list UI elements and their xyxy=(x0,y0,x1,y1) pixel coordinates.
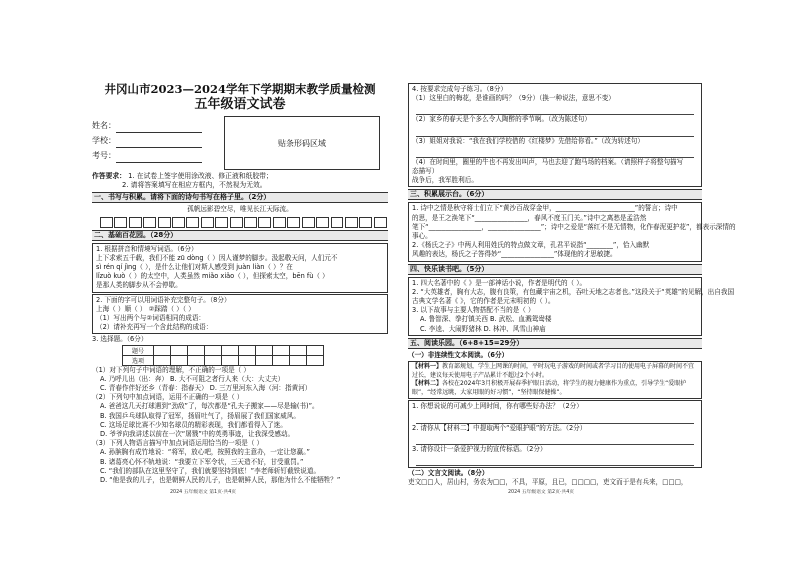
q4-item3: （3）姐姐对我说：“我在我们学校借的《红楼梦》先借给你看。”（改为转述句） xyxy=(412,136,644,145)
s4-item2a: 2. “大英雄者，胸有大志，腹有良策，有包藏宇宙之机，吞吐天地之志者也。”这段关于“英雄”的见解，出自我国 xyxy=(412,287,735,296)
s4-item3b: C. 李逵、大闹野猪林 D. 林冲、风雪山神庙 xyxy=(420,324,546,333)
barcode-label: 贴条形码区域 xyxy=(278,138,326,148)
section3-title: 三、积累展示台。（6分） xyxy=(408,189,702,200)
q4-item2: （2）家乡的春天是个多么令人陶醉的季节啊。（改为陈述句） xyxy=(412,115,591,124)
choice-c-opt2: B. 诸葛亮心怀不轨地说：“我要立下军令状，三天造不好，甘受重罚。” xyxy=(100,457,304,466)
choice-b-opt1: A. 爸爸这几天打球遇到“劲敌”了，每次都是“孔夫子搬家——尽是输(书)”。 xyxy=(100,402,319,411)
material2-label: 【材料二】 xyxy=(412,380,443,388)
classical-text: 吏文□□人，居山村，务农为□□，不具，平原，且已，□□□□，吏文而于是有兵来，□□□， xyxy=(408,478,688,487)
q3-title: 3. 选择题。（6分） xyxy=(92,335,148,344)
page-right xyxy=(400,0,794,561)
answer-line[interactable] xyxy=(416,456,694,466)
s3-item1a: 1. 诗中之情是秋守将士们立下“黄沙百战穿金甲，________________________”的誓言；诗中 xyxy=(412,204,678,213)
instructions-label: 作答要求： xyxy=(92,172,126,180)
reading-q3: 3. 请你设计一条爱护视力的宣传标语。（2分） xyxy=(412,444,547,453)
material1-label: 【材料一】 xyxy=(412,363,443,371)
choice-a-opt1: A. 乃呼儿出（出：奔） B. 大不可阻之者行人来（大：大丈夫） xyxy=(100,374,285,383)
material2-text: 各校在2024年3月积极开展春季护眼日活动，将学生的视力健康作为重点，引导学生“爱眼护眼”，“经常远眺，大家用眼的好习惯”，“坚持眼保健操”。 xyxy=(412,380,687,396)
q2-title: 2. 下面的字可以用词语补充完整句子。（8分） xyxy=(96,295,231,304)
answer-line[interactable] xyxy=(416,127,694,137)
name-label: 姓名： xyxy=(92,121,116,130)
exam-title: 五年级语文试卷 xyxy=(194,97,286,112)
section1-verse: 孤帆远影碧空尽，唯见长江天际流。 xyxy=(187,205,293,214)
q4-item1: （1）这里白的梅花，是谁画的吗？（9分）（换一种说法，意思不变） xyxy=(412,94,615,103)
q1-line2: sì rén qí jìng（ ），是什么让他们对斯人感受到 juàn liàn（ ）？在 xyxy=(96,263,293,272)
choice-a-opt2: C. 青春作伴好还乡（青春：指春天） D. 三万里河东入海（河：指黄河） xyxy=(100,384,312,393)
answer-line[interactable] xyxy=(416,148,694,158)
q1-line3: lǐzuò kuò（ ）的太空中，人类虽然 miǎo xiǎo（ ），但探索太空，bēn fù（ ） xyxy=(96,272,329,281)
answer-table[interactable] xyxy=(122,345,324,366)
id-field[interactable] xyxy=(116,148,202,163)
choice-c-opt3: C. “我们的部队在这里坚守了，我们就要坚持到底！”李老师斩钉截铁说道。 xyxy=(100,466,321,475)
s4-item3: 3. 以下故事与主要人物搭配不当的是（ ） xyxy=(412,306,535,315)
choice-b: （2）下列句中加点词语，运用不正确的一项是（ ） xyxy=(92,393,244,402)
q1-line1: 上下求索五千载，我们不能 zū dòng（ ）因人谨梦的脚步。汲起敬天问，人们元不 xyxy=(96,253,338,262)
q4-item4a: （4）在时间里，圈里的牛也不再发出叫声，马也去迎了跑马场的档案。（请照样子将整句描写 xyxy=(412,157,684,166)
s5-subtitle2: （二）文言文阅读。（8分） xyxy=(408,469,489,478)
id-label: 考号： xyxy=(92,151,116,160)
student-info xyxy=(92,116,388,172)
s4-box xyxy=(408,277,735,336)
choice-b-opt3: C. 这场足球比赛不少知名球员的精彩表现，我们都看得入了迷。 xyxy=(100,420,287,429)
footer-left: 2024 五年级语文 第1页·共4页 xyxy=(170,490,237,495)
writing-grid[interactable] xyxy=(100,217,388,228)
answer-line[interactable] xyxy=(416,414,694,424)
choice-b-opt2: B. 我国乒乓球队取得了冠军，扬眉吐气了，扬眉展了我们国家威风。 xyxy=(100,411,300,420)
choice-c-opt1: A. 孙膑胸有成竹地说：“将军，放心吧，按照我的主意办，一定让您赢。” xyxy=(100,448,310,457)
choice-c-opt4: D. “他是我的儿子，也是朝鲜人民的儿子，也是朝鲜人民，那他为什么不能牺牲？” xyxy=(100,476,341,485)
q1-box xyxy=(92,243,388,293)
s3-item2b: 风趣的表达，杨氏之子答得妙“________________”体现他的才思敏捷。 xyxy=(412,250,617,259)
region-title: 井冈山市2023—2024学年下学期期末教学质量检测 xyxy=(104,82,376,96)
name-field[interactable] xyxy=(116,118,202,133)
s3-item2a: 2.《杨氏之子》中两人利用姓氏的特点做文章，孔君平说指“________”，恰入幽默 xyxy=(412,241,650,250)
s3-item1c: 笔下“________________，________________”；诗中之爱是“落红不是无情物，化作春泥更护花”，都表示深情的 xyxy=(412,222,736,231)
q4-box xyxy=(408,83,702,187)
s3-item1b: 的思，是王之涣笔下“________________，春风不度玉门关。”诗中之离愁是孟浩然 xyxy=(412,213,647,222)
instruction-2: 2. 请将答案填写在相应方框内，不然视为无效。 xyxy=(122,181,267,190)
q1-title: 1. 根据拼音和情境写词语。（6分） xyxy=(96,244,198,253)
section1-title: 一、书写与积累。请将下面的诗句书写在格子里。（2分） xyxy=(92,192,388,203)
s5-subtitle: （一）非连续性文本阅读。（6分） xyxy=(408,350,509,359)
q2-row1: 上海（ ）顺（ ） ②踩踏（ ）（ ） xyxy=(96,304,195,313)
section5-title: 五、阅读乐园。（6+8+15=29分） xyxy=(408,338,702,349)
s4-item1: 1. 四大名著中的《 》是一部神话小说，作者是明代的（ ）。 xyxy=(412,278,587,287)
table-row-label: 选项 xyxy=(123,355,154,365)
material-box xyxy=(408,361,702,399)
barcode-area xyxy=(224,116,380,170)
q4-item4c: 战争后，我军胜利后。 xyxy=(412,176,478,185)
q1-line4: 是那人类的脚步从不会停歇。 xyxy=(96,281,182,290)
q2-row2: （1）写出两个与②词语相同的成语： xyxy=(96,314,206,323)
school-label: 学校： xyxy=(92,136,116,145)
reading-q1: 1. 你想说说的可减少上网时间，你有哪些好办法？（2分） xyxy=(412,402,583,411)
reading-q2: 2. 请你从【材料二】中提取两个“爱眼护眼”的方法。（2分） xyxy=(412,423,587,432)
choice-a: （1）对下列句子中词语的理解，不正确的一项是（ ） xyxy=(92,365,250,374)
q2-box xyxy=(92,294,388,335)
reading-questions xyxy=(408,400,702,468)
q4-title: 4. 按要求完成句子练习。（8分） xyxy=(412,85,508,93)
s4-item2b: 古典文学名著《 》，它的作者是元末明初的（ ）。 xyxy=(412,297,555,306)
instruction-1: 1. 在试卷上签字使用涂改液、修正液和纸胶带； xyxy=(128,172,273,180)
table-head: 题号 xyxy=(123,345,154,355)
q4-item4b: 态描写） xyxy=(412,167,439,176)
s3-box xyxy=(408,202,736,261)
s4-item3a: A. 鲁智深、拳打镇关西 B. 武松、血溅鸳鸯楼 xyxy=(420,315,552,324)
section2-title: 二、基础百花园。（28分） xyxy=(92,230,388,241)
choice-c: （3）下列人物语言描写中加点词语运用恰当的一项是（ ） xyxy=(92,439,264,448)
q2-row3: （2）请补充再写一个含此结构的成语： xyxy=(96,323,213,332)
choice-b-opt4: D. 爷爷向我讲述以前在一次“屠戮”中的英勇事迹，让我深受感动。 xyxy=(100,430,295,439)
answer-line[interactable] xyxy=(416,435,694,445)
answer-line[interactable] xyxy=(416,105,694,115)
footer-right: 2024 五年级语文 第2页·共4页 xyxy=(508,490,575,495)
s3-item1d: 事心。 xyxy=(412,232,432,241)
school-field[interactable] xyxy=(116,133,202,148)
material1-text: 教育部规划，学生上网课的时间，平时玩电子游戏的时间或者学习目的使用电子屏幕的时间不宜过长，建议每天使用电子产品累计不超过2个小时。 xyxy=(412,363,695,379)
section4-title: 四、快乐读书吧。（5分） xyxy=(408,264,702,275)
